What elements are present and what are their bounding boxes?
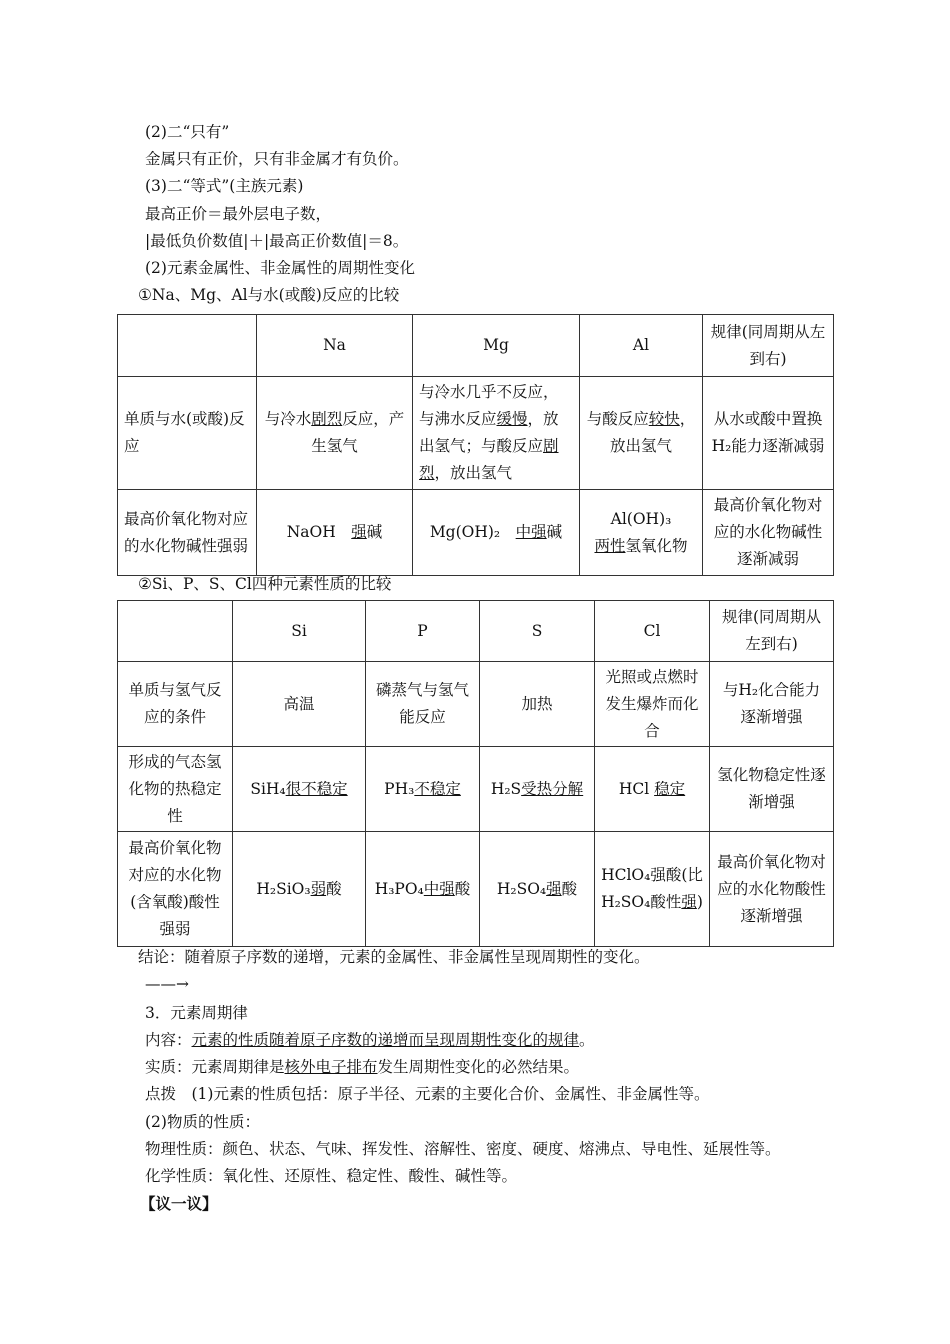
table-row [118, 662, 834, 747]
cell-s [480, 747, 595, 832]
content-line [145, 1029, 595, 1051]
cell-text: ，放出氢气；与酸反应 [419, 410, 559, 455]
cell-underline: 剧烈 [311, 410, 343, 428]
cell-text: ，放出氢气 [434, 464, 513, 482]
cell-s [480, 832, 595, 947]
cell-cl: 光照或点燃时发生爆炸而化合 [595, 662, 710, 747]
header-cell [118, 601, 233, 662]
heading-3: 3．元素周期律 [145, 1004, 248, 1022]
cell-mg [413, 377, 580, 490]
cell-text: 酸 [561, 879, 578, 898]
cell-rule: 与H₂化合能力逐渐增强 [710, 662, 834, 747]
cell-si [233, 747, 366, 832]
header-cell: 规律(同周期从左到右) [703, 315, 834, 377]
header-cell [118, 315, 257, 377]
line-only: (2)二“只有” [145, 123, 230, 141]
cell-underline: 强 [351, 523, 367, 541]
cell-al [580, 377, 703, 490]
essence-line [145, 1056, 579, 1078]
cell-text: SiH₄ [250, 779, 286, 798]
table-row [118, 747, 834, 832]
cell-rule: 最高价氧化物对应的水化物酸性逐渐增强 [710, 832, 834, 947]
header-cell: 规律(同周期从左到右) [710, 601, 834, 662]
header-cell: S [480, 601, 595, 662]
cell-underline: 强 [681, 893, 697, 911]
cell-mg [413, 490, 580, 576]
table-row [118, 490, 834, 576]
cell-text: H₂SiO₃ [256, 879, 311, 898]
cell-s: 加热 [480, 662, 595, 747]
table1-caption: ①Na、Mg、Al与水(或酸)反应的比较 [138, 286, 400, 304]
cell-text: 反应，产生氢气 [311, 410, 405, 455]
cell-rule: 最高价氧化物对应的水化物碱性逐渐减弱 [703, 490, 834, 576]
cell-rule: 从水或酸中置换H₂能力逐渐减弱 [703, 377, 834, 490]
header-cell: Al [580, 315, 703, 377]
line-equal-2: |最低负价数值|＋|最高正价数值|＝8。 [145, 232, 409, 250]
cell-text: 与酸反应 [586, 410, 649, 428]
header-cell: Cl [595, 601, 710, 662]
cell-text: 碱 [546, 523, 563, 541]
row-label: 单质与氢气反应的条件 [118, 662, 233, 747]
cell-text: 与冷水几乎不反应，与沸水反应 [419, 383, 559, 428]
text: 。 [579, 1031, 595, 1049]
line-equal-1: 最高正价＝最外层电子数， [145, 205, 332, 223]
cell-underline: 不稳定 [414, 779, 461, 798]
cell-text: Mg(OH)₂ [429, 523, 516, 541]
cell-text: 碱 [366, 523, 383, 541]
cell-underline: 弱 [310, 879, 327, 898]
cell-al [580, 490, 703, 576]
cell-text: H₃PO₄ [374, 879, 424, 898]
text: 发生周期性变化的必然结果。 [377, 1058, 580, 1076]
discuss-heading: 【议一议】 [140, 1194, 218, 1213]
header-cell: Mg [413, 315, 580, 377]
cell-text: NaOH [286, 523, 352, 541]
cell-p [366, 832, 480, 947]
cell-text: HClO₄强酸(比H₂SO₄酸性 [601, 866, 703, 911]
table-row [118, 601, 834, 662]
row-label: 单质与水(或酸)反应 [118, 377, 257, 490]
section-heading: (2)元素金属性、非金属性的周期性变化 [145, 259, 415, 277]
cell-text: HCl [618, 779, 655, 798]
table2-caption: ②Si、P、S、Cl四种元素性质的比较 [138, 575, 392, 593]
underline-text: 元素的性质随着原子序数的递增而呈现周期性变化的规律 [191, 1031, 580, 1049]
cell-underline: 两性 [594, 536, 626, 555]
cell-si [233, 832, 366, 947]
cell-underline: 很不稳定 [285, 779, 348, 798]
cell-underline: 稳定 [654, 779, 686, 798]
cell-underline: 受热分解 [521, 779, 584, 798]
note-2: (2)物质的性质： [145, 1113, 260, 1131]
cell-text: ) [696, 893, 703, 911]
cell-text: H₂S [490, 779, 522, 798]
cell-text: PH₃ [384, 779, 415, 798]
header-cell: P [366, 601, 480, 662]
cell-na [257, 490, 413, 576]
note-1: 点拨 (1)元素的性质包括：原子半径、元素的主要化合价、金属性、非金属性等。 [145, 1085, 710, 1103]
table-row [118, 315, 834, 377]
cell-text: 氢氧化物 [625, 536, 688, 555]
table-na-mg-al [117, 314, 834, 576]
cell-text: 酸 [454, 879, 471, 898]
cell-cl [595, 747, 710, 832]
cell-p [366, 747, 480, 832]
arrow: ——→ [145, 975, 189, 993]
cell-underline: 强 [546, 879, 562, 898]
row-label: 最高价氧化物对应的水化物(含氧酸)酸性强弱 [118, 832, 233, 947]
physical-properties: 物理性质：颜色、状态、气味、挥发性、溶解性、密度、硬度、熔沸点、导电性、延展性等。 [145, 1140, 781, 1158]
cell-underline: 剧烈 [419, 437, 559, 482]
line-only-desc: 金属只有正价，只有非金属才有负价。 [145, 150, 409, 168]
cell-underline: 较快 [648, 410, 680, 428]
header-cell: Na [257, 315, 413, 377]
cell-text: 酸 [326, 879, 342, 898]
cell-na [257, 377, 413, 490]
cell-text: H₂SO₄ [496, 879, 547, 898]
table-row [118, 377, 834, 490]
text: 内容： [145, 1031, 192, 1049]
conclusion: 结论：随着原子序数的递增，元素的金属性、非金属性呈现周期性的变化。 [138, 948, 650, 966]
cell-text: 与冷水 [264, 410, 312, 428]
cell-cl [595, 832, 710, 947]
underline-text: 核外电子排布 [284, 1058, 378, 1076]
table-row [118, 832, 834, 947]
cell-p: 磷蒸气与氢气能反应 [366, 662, 480, 747]
cell-text: ，放出氢气 [609, 410, 696, 455]
header-cell: Si [233, 601, 366, 662]
chemical-properties: 化学性质：氧化性、还原性、稳定性、酸性、碱性等。 [145, 1167, 518, 1185]
row-label: 形成的气态氢化物的热稳定性 [118, 747, 233, 832]
cell-si: 高温 [233, 662, 366, 747]
cell-underline: 中强 [423, 879, 455, 898]
table-si-p-s-cl [117, 600, 834, 947]
text: 实质：元素周期律是 [145, 1058, 285, 1076]
cell-underline: 中强 [515, 523, 547, 541]
row-label: 最高价氧化物对应的水化物碱性强弱 [118, 490, 257, 576]
line-equal: (3)二“等式”(主族元素) [145, 177, 304, 195]
cell-underline: 缓慢 [496, 410, 528, 428]
cell-text: Al(OH)₃ [610, 509, 672, 528]
cell-rule: 氢化物稳定性逐渐增强 [710, 747, 834, 832]
